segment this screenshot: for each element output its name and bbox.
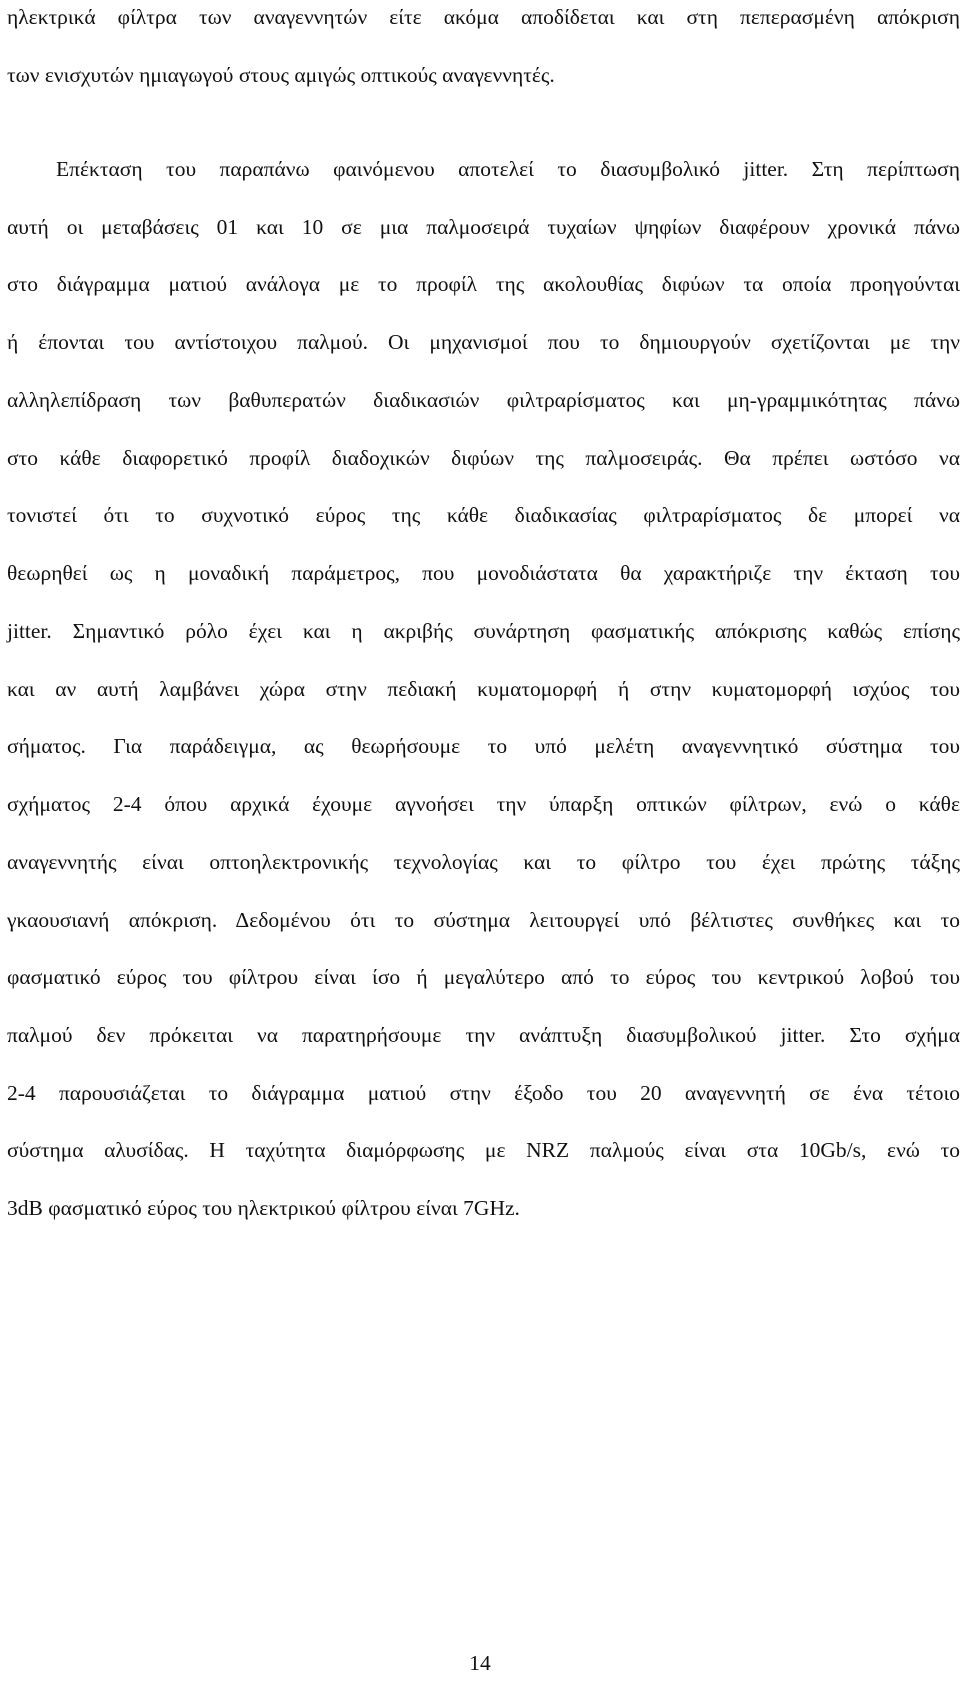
text-line-2: των ενισχυτών ημιαγωγού στους αμιγώς οπτικούς αναγεννητές. [7,63,555,87]
text-line-19: 2-4 παρουσιάζεται το διάγραμμα ματιού στην έξοδο του 20 αναγεννητή σε ένα τέτοιο [7,1081,960,1105]
text-line-7: αλληλεπίδραση των βαθυπερατών διαδικασιών φιλτραρίσματος και μη-γραμμικότητας πάνω [7,388,960,412]
text-line-4: αυτή οι μεταβάσεις 01 και 10 σε μια παλμοσειρά τυχαίων ψηφίων διαφέρουν χρονικά πάνω [7,215,960,239]
text-line-15: αναγεννητής είναι οπτοηλεκτρονικής τεχνολογίας και το φίλτρο του έχει πρώτης τάξης [7,850,960,874]
text-line-8: στο κάθε διαφορετικό προφίλ διαδοχικών διφύων της παλμοσειράς. Θα πρέπει ωστόσο να [7,446,960,470]
text-line-10: θεωρηθεί ως η μοναδική παράμετρος, που μονοδιάστατα θα χαρακτήριζε την έκταση του [7,561,960,585]
text-line-6: ή έπονται του αντίστοιχου παλμού. Οι μηχανισμοί που το δημιουργούν σχετίζονται με την [7,330,960,354]
text-line-3: Επέκταση του παραπάνω φαινόμενου αποτελεί το διασυμβολικό jitter. Στη περίπτωση [56,157,960,181]
text-line-5: στο διάγραμμα ματιού ανάλογα με το προφίλ της ακολουθίας διφύων τα οποία προηγούνται [7,272,960,296]
text-line-14: σχήματος 2-4 όπου αρχικά έχουμε αγνοήσει την ύπαρξη οπτικών φίλτρων, ενώ ο κάθε [7,792,960,816]
text-line-1: ηλεκτρικά φίλτρα των αναγεννητών είτε ακόμα αποδίδεται και στη πεπερασμένη απόκριση [7,5,960,29]
text-line-17: φασματικό εύρος του φίλτρου είναι ίσο ή μεγαλύτερο από το εύρος του κεντρικού λοβού του [7,965,960,989]
text-line-20: σύστημα αλυσίδας. Η ταχύτητα διαμόρφωσης με NRZ παλμούς είναι στα 10Gb/s, ενώ το [7,1138,960,1162]
text-line-18: παλμού δεν πρόκειται να παρατηρήσουμε την ανάπτυξη διασυμβολικού jitter. Στο σχήμα [7,1023,960,1047]
text-line-16: γκαουσιανή απόκριση. Δεδομένου ότι το σύστημα λειτουργεί υπό βέλτιστες συνθήκες και το [7,908,960,932]
text-line-11: jitter. Σημαντικό ρόλο έχει και η ακριβής συνάρτηση φασματικής απόκρισης καθώς επίσης [7,619,960,643]
page-number: 14 [469,1651,491,1675]
text-line-9: τονιστεί ότι το συχνοτικό εύρος της κάθε διαδικασίας φιλτραρίσματος δε μπορεί να [7,503,960,527]
text-line-13: σήματος. Για παράδειγμα, ας θεωρήσουμε το υπό μελέτη αναγεννητικό σύστημα του [7,734,960,758]
text-line-12: και αν αυτή λαμβάνει χώρα στην πεδιακή κυματομορφή ή στην κυματομορφή ισχύος του [7,677,960,701]
text-line-21: 3dB φασματικό εύρος του ηλεκτρικού φίλτρου είναι 7GHz. [7,1196,520,1220]
